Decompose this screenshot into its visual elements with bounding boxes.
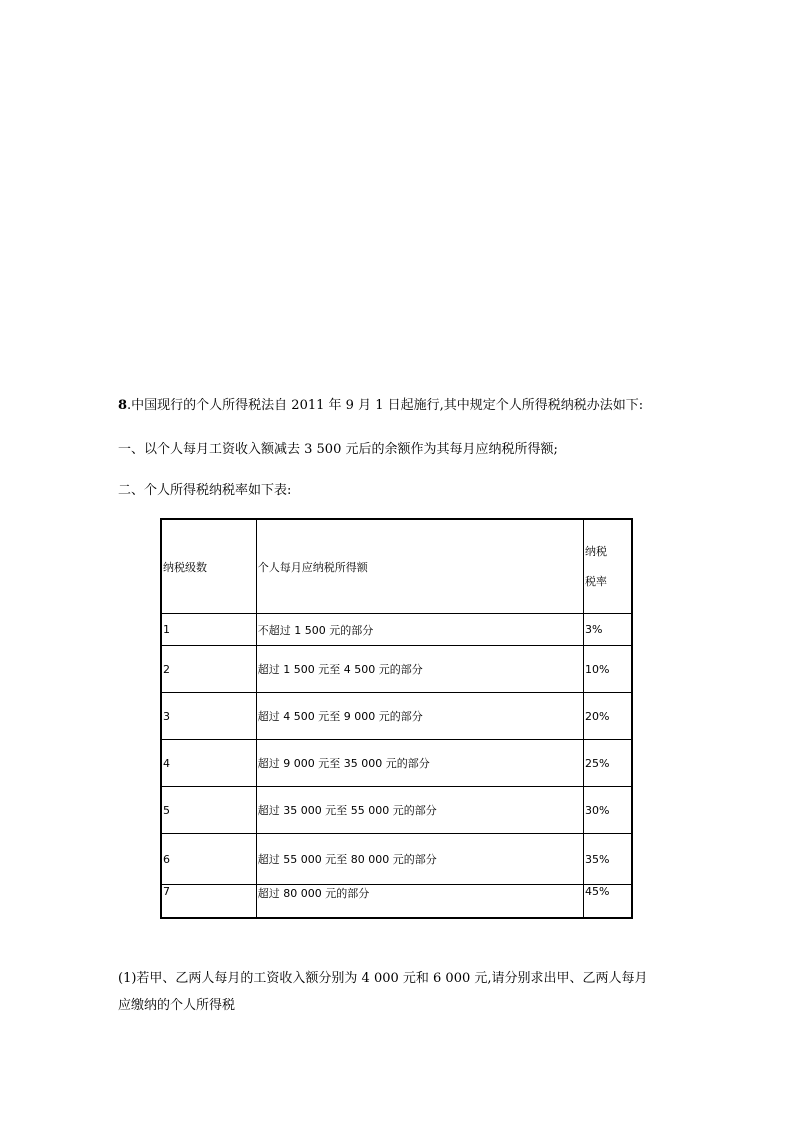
row-level: 1: [161, 614, 256, 646]
row-level: 5: [161, 787, 256, 834]
row-rate: 25%: [584, 740, 632, 787]
problem-number: 8: [118, 398, 128, 413]
header-rate-line1: 纳税: [585, 544, 608, 558]
header-income: 个人每月应纳税所得额: [256, 519, 583, 614]
header-rate: [584, 519, 632, 614]
row-level: 7: [161, 885, 256, 919]
row-rate: 10%: [584, 646, 632, 693]
row-income: 超过 1 500 元至 4 500 元的部分: [256, 646, 583, 693]
table-row: [161, 834, 632, 885]
table-header-row: [161, 519, 632, 614]
rule-two-text: 二、个人所得税纳税率如下表:: [118, 483, 292, 498]
row-rate: 45%: [584, 885, 632, 919]
row-level: 4: [161, 740, 256, 787]
row-income: 超过 80 000 元的部分: [256, 885, 583, 919]
table-row: [161, 885, 632, 919]
row-rate: 30%: [584, 787, 632, 834]
question-line-1: (1)若甲、乙两人每月的工资收入额分别为 4 000 元和 6 000 元,请分别求出甲、乙两人每月: [118, 971, 648, 986]
problem-intro-line: [118, 397, 643, 415]
row-level: 3: [161, 693, 256, 740]
table-row: [161, 787, 632, 834]
row-income: 超过 9 000 元至 35 000 元的部分: [256, 740, 583, 787]
table-row: [161, 740, 632, 787]
row-level: 6: [161, 834, 256, 885]
header-level: 纳税级数: [161, 519, 256, 614]
row-rate: 35%: [584, 834, 632, 885]
row-income: 超过 4 500 元至 9 000 元的部分: [256, 693, 583, 740]
table-row: [161, 646, 632, 693]
row-rate: 20%: [584, 693, 632, 740]
row-level: 2: [161, 646, 256, 693]
problem-intro-text: .中国现行的个人所得税法自 2011 年 9 月 1 日起施行,其中规定个人所得税纳税办法如下:: [127, 398, 644, 413]
row-income: 超过 55 000 元至 80 000 元的部分: [256, 834, 583, 885]
table-row: [161, 614, 632, 646]
header-rate-line2: 税率: [585, 574, 608, 588]
row-income: 超过 35 000 元至 55 000 元的部分: [256, 787, 583, 834]
table-row: [161, 693, 632, 740]
row-rate: 3%: [584, 614, 632, 646]
question-line-2: 应缴纳的个人所得税: [118, 998, 236, 1013]
rule-one-text: 一、以个人每月工资收入额减去 3 500 元后的余额作为其每月应纳税所得额;: [118, 442, 558, 457]
row-income: 不超过 1 500 元的部分: [256, 614, 583, 646]
tax-rate-table: [160, 518, 633, 919]
